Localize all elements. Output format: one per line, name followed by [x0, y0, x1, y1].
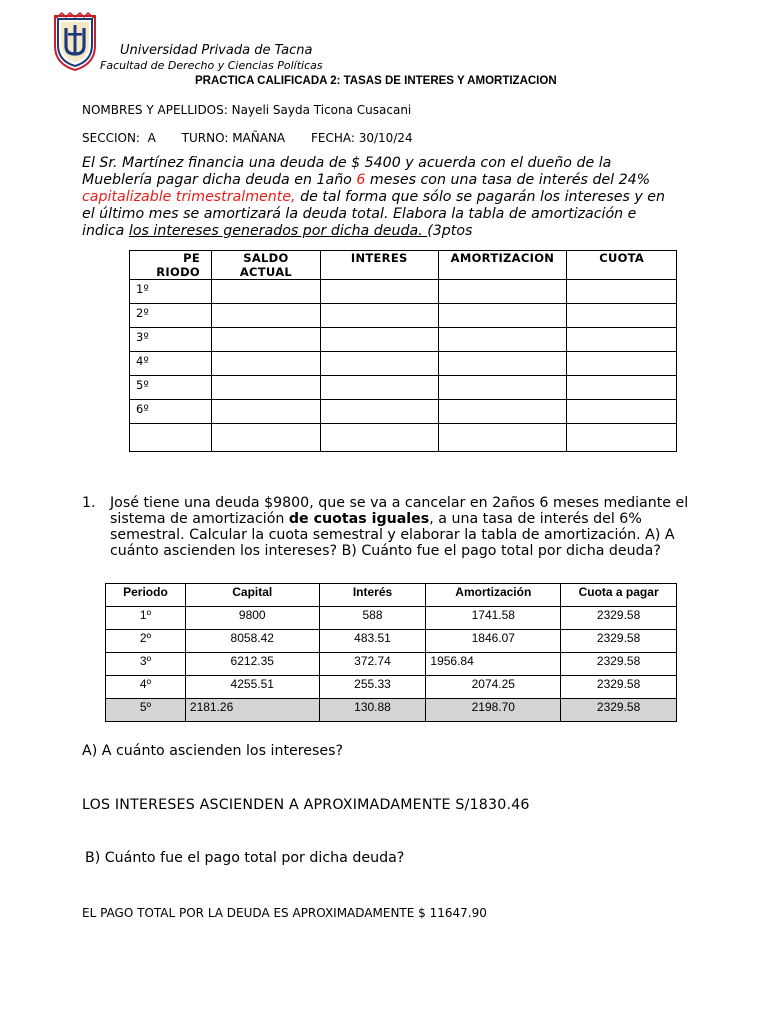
date-field [311, 131, 413, 145]
section-line [82, 131, 435, 145]
section-label: SECCION: [82, 131, 140, 145]
date-label: FECHA: [310, 131, 355, 145]
empty-cell[interactable] [320, 424, 438, 452]
cell-periodo: 5º [106, 699, 186, 722]
practice-title: PRACTICA CALIFICADA 2: TASAS DE INTERES Y AMORTIZACION [195, 75, 557, 87]
cell-cuota: 2329.58 [561, 630, 677, 653]
empty-cell[interactable] [211, 304, 320, 328]
shift-label: TURNO: [181, 131, 229, 145]
empty-cell[interactable] [567, 304, 677, 328]
empty-cell[interactable] [567, 400, 677, 424]
empty-cell[interactable] [567, 352, 677, 376]
table-row [130, 400, 677, 424]
table-row [106, 676, 677, 699]
section-field [82, 131, 156, 145]
problem1-red-capitalization: capitalizable trimestralmente, [82, 189, 296, 205]
problem1-points: (3ptos [427, 223, 473, 239]
empty-cell[interactable] [567, 376, 677, 400]
cell-periodo: 1º [106, 607, 186, 630]
empty-cell[interactable] [438, 304, 567, 328]
table-row [130, 280, 677, 304]
empty-cell[interactable] [320, 352, 438, 376]
period-cell: 3º [130, 328, 212, 352]
header-saldo: SALDO ACTUAL [211, 251, 320, 280]
empty-cell[interactable] [211, 352, 320, 376]
empty-cell[interactable] [211, 424, 320, 452]
empty-cell[interactable] [320, 376, 438, 400]
cell-interes: 372.74 [319, 653, 426, 676]
names-label: NOMBRES Y APELLIDOS: [82, 103, 228, 117]
cell-interes: 588 [319, 607, 426, 630]
table-row [130, 376, 677, 400]
table-row [130, 328, 677, 352]
header-amortizacion: AMORTIZACION [438, 251, 567, 280]
cell-periodo: 4º [106, 676, 186, 699]
empty-cell[interactable] [211, 376, 320, 400]
cell-periodo: 3º [106, 653, 186, 676]
table-row [130, 352, 677, 376]
problem1-amortization-table [129, 250, 677, 452]
names-value: Nayeli Sayda Ticona Cusacani [231, 103, 412, 117]
empty-cell[interactable] [320, 280, 438, 304]
cell-interes: 483.51 [319, 630, 426, 653]
shift-field [182, 131, 285, 145]
question-b: B) Cuánto fue el pago total por dicha deuda? [85, 850, 405, 866]
empty-cell[interactable] [438, 328, 567, 352]
answer-a: LOS INTERESES ASCIENDEN A APROXIMADAMENTE S/1830.46 [82, 797, 530, 813]
period-cell: 1º [130, 280, 212, 304]
empty-cell[interactable] [211, 400, 320, 424]
cell-amortizacion: 1846.07 [426, 630, 561, 653]
empty-cell[interactable] [438, 280, 567, 304]
cell-cuota: 2329.58 [561, 653, 677, 676]
header-amortizacion: Amortización [426, 584, 561, 607]
cell-cuota: 2329.58 [561, 699, 677, 722]
cell-amortizacion: 1741.58 [426, 607, 561, 630]
cell-cuota: 2329.58 [561, 607, 677, 630]
student-names-line [82, 103, 411, 117]
section-value: A [147, 131, 156, 145]
empty-cell[interactable] [567, 280, 677, 304]
cell-capital: 4255.51 [185, 676, 319, 699]
cell-amortizacion: 2074.25 [426, 676, 561, 699]
table-row [130, 304, 677, 328]
table-header-row [130, 251, 677, 280]
cell-capital: 6212.35 [185, 653, 319, 676]
period-cell: 4º [130, 352, 212, 376]
header-capital: Capital [185, 584, 319, 607]
answer-b: EL PAGO TOTAL POR LA DEUDA ES APROXIMADAMENTE $ 11647.90 [82, 906, 487, 920]
problem1-text: meses con una tasa de interés del 24% [365, 172, 651, 188]
cell-periodo: 2º [106, 630, 186, 653]
period-cell: 6º [130, 400, 212, 424]
problem2-number: 1. [82, 495, 96, 511]
faculty-name: Facultad de Derecho y Ciencias Políticas [100, 59, 323, 72]
period-cell [130, 424, 212, 452]
problem2-bold: de cuotas iguales [288, 511, 430, 527]
shift-value: MAÑANA [232, 131, 286, 145]
header-interes: INTERES [320, 251, 438, 280]
empty-cell[interactable] [211, 328, 320, 352]
period-cell: 5º [130, 376, 212, 400]
problem2-text: , a una tasa de interés del 6% semestral. Calcular la cuota semestral y elaborar la tabla de amortización. A) A cuánto ascienden los intereses? B) Cuánto fue el pago total por dicha deuda? [110, 511, 675, 559]
cell-cuota: 2329.58 [561, 676, 677, 699]
problem1-statement [82, 155, 682, 240]
table-row [106, 607, 677, 630]
date-value: 30/10/24 [358, 131, 413, 145]
cell-capital: 8058.42 [185, 630, 319, 653]
cell-amortizacion: 1956.84 [426, 653, 561, 676]
problem1-red-months: 6 [356, 172, 366, 188]
cell-amortizacion: 2198.70 [426, 699, 561, 722]
table-row [106, 653, 677, 676]
empty-cell[interactable] [438, 352, 567, 376]
header-periodo: Periodo [106, 584, 186, 607]
problem1-text: El Sr. Martínez financia una deuda de $ 5400 y acuerda con el dueño de la Mueblería pagar dicha deuda en 1año [82, 155, 612, 188]
empty-cell[interactable] [438, 424, 567, 452]
table-row-highlighted [106, 699, 677, 722]
period-cell: 2º [130, 304, 212, 328]
empty-cell[interactable] [320, 400, 438, 424]
header-cuota: Cuota a pagar [561, 584, 677, 607]
question-a: A) A cuánto ascienden los intereses? [82, 743, 344, 759]
cell-capital: 2181.26 [185, 699, 319, 722]
university-name: Universidad Privada de Tacna [120, 43, 313, 58]
problem1-text: de tal forma que sólo se pagarán los intereses y en el último mes se amortizará la deuda total. Elabora la tabla de amortización e indica [82, 189, 666, 239]
empty-cell[interactable] [438, 400, 567, 424]
empty-cell[interactable] [320, 304, 438, 328]
table-row [130, 424, 677, 452]
empty-cell[interactable] [567, 424, 677, 452]
table-row [106, 630, 677, 653]
cell-capital: 9800 [185, 607, 319, 630]
empty-cell[interactable] [567, 328, 677, 352]
cell-interes: 130.88 [319, 699, 426, 722]
problem2-text: José tiene una deuda $9800, que se va a cancelar en 2años 6 meses mediante el sistema de amortización [110, 495, 689, 527]
university-shield-logo [52, 12, 98, 72]
problem2-statement [110, 495, 690, 559]
problem2-amortization-table [105, 583, 677, 722]
empty-cell[interactable] [438, 376, 567, 400]
cell-interes: 255.33 [319, 676, 426, 699]
empty-cell[interactable] [211, 280, 320, 304]
header-interes: Interés [319, 584, 426, 607]
header-cuota: CUOTA [567, 251, 677, 280]
table-header-row [106, 584, 677, 607]
empty-cell[interactable] [320, 328, 438, 352]
problem1-underlined: los intereses generados por dicha deuda. [128, 223, 428, 239]
header-periodo: PE RIODO [130, 251, 212, 280]
